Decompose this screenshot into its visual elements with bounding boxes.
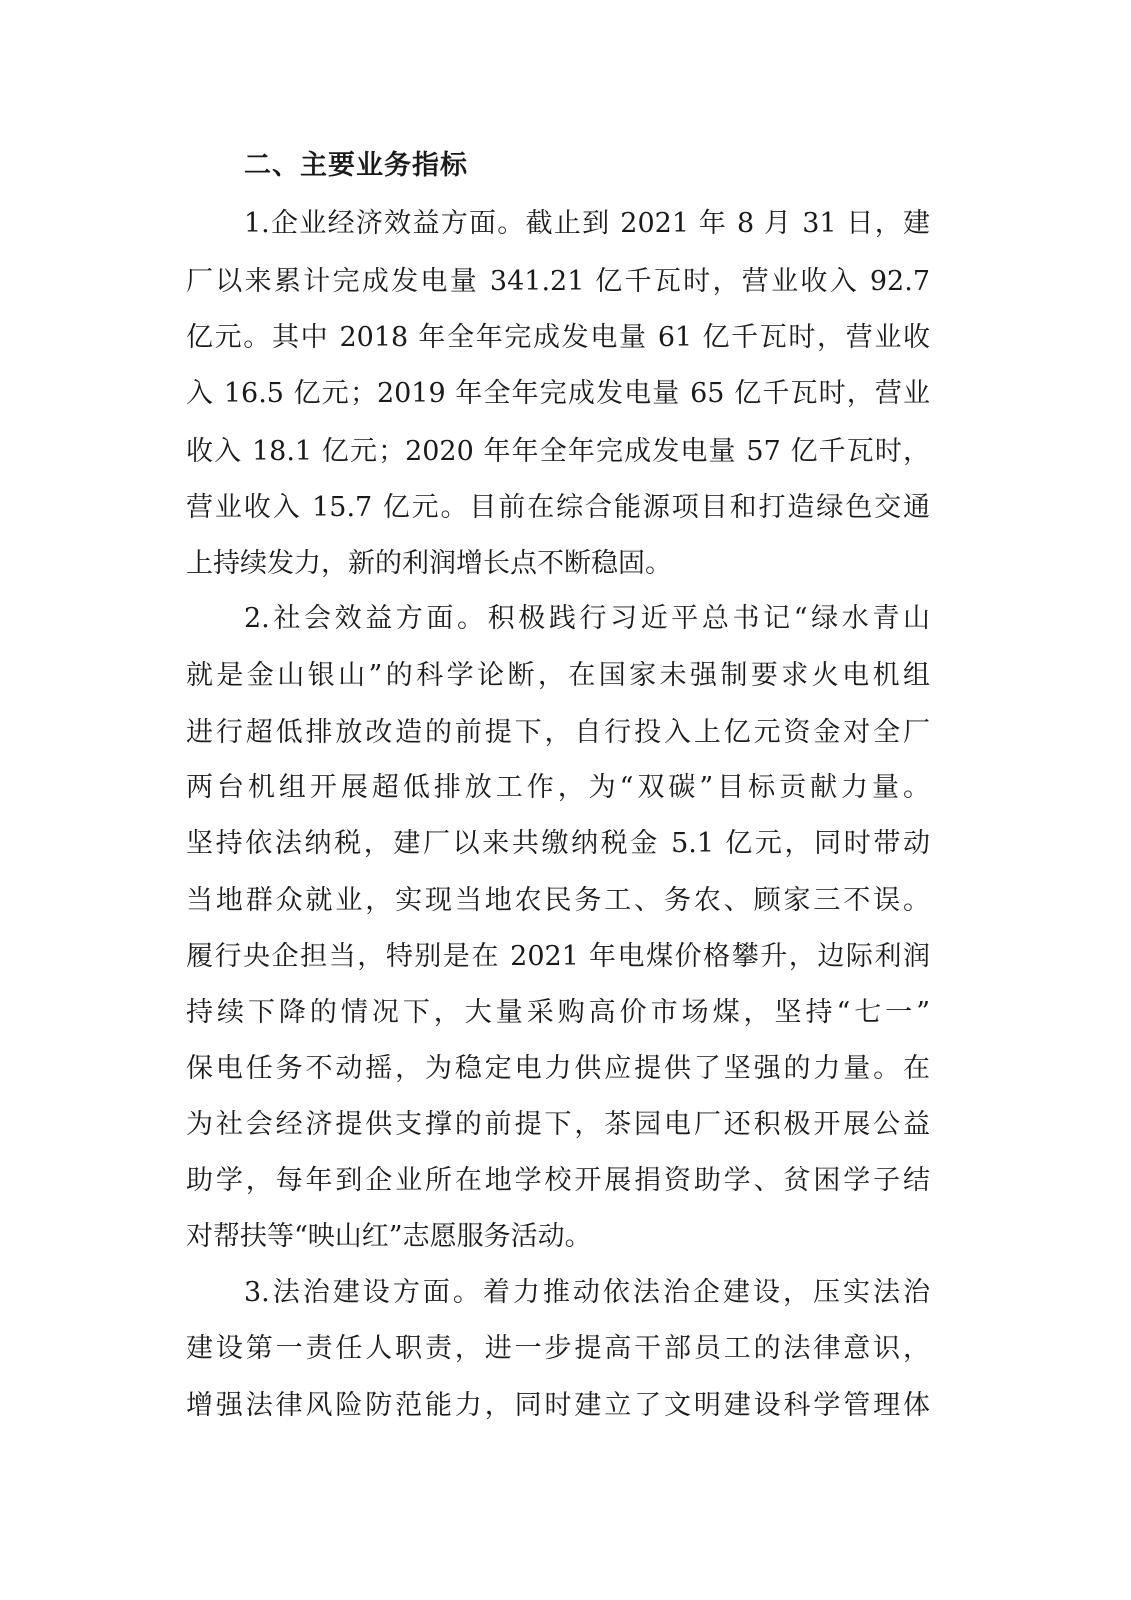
paragraph-line: 增强法律风险防范能力，同时建立了文明建设科学管理体 bbox=[186, 1390, 930, 1421]
paragraph-line: 对帮扶等“映山红”志愿服务活动。 bbox=[186, 1221, 592, 1252]
paragraph-line: 当地群众就业，实现当地农民务工、务农、顾家三不误。 bbox=[186, 885, 930, 916]
paragraph-line: 两台机组开展超低排放工作，为“双碳”目标贡献力量。 bbox=[186, 772, 930, 803]
paragraph-line: 收入 18.1 亿元；2020 年年全年完成发电量 57 亿千瓦时， bbox=[186, 436, 930, 467]
paragraph-line: 履行央企担当，特别是在 2021 年电煤价格攀升，边际利润 bbox=[186, 941, 930, 972]
paragraph-line: 进行超低排放改造的前提下，自行投入上亿元资金对全厂 bbox=[186, 717, 930, 748]
paragraph-line: 3.法治建设方面。着力推动依法治企建设，压实法治 bbox=[244, 1277, 930, 1308]
paragraph-line: 2.社会效益方面。积极践行习近平总书记“绿水青山 bbox=[244, 603, 930, 634]
paragraph-line: 厂以来累计完成发电量 341.21 亿千瓦时，营业收入 92.7 bbox=[186, 266, 930, 297]
paragraph-line: 亿元。其中 2018 年全年完成发电量 61 亿千瓦时，营业收 bbox=[186, 322, 930, 353]
paragraph-line: 建设第一责任人职责，进一步提高干部员工的法律意识， bbox=[186, 1333, 930, 1364]
paragraph-line: 营业收入 15.7 亿元。目前在综合能源项目和打造绿色交通 bbox=[186, 492, 930, 523]
paragraph-line: 助学，每年到企业所在地学校开展捐资助学、贫困学子结 bbox=[186, 1165, 930, 1196]
paragraph-line: 入 16.5 亿元；2019 年全年完成发电量 65 亿千瓦时，营业 bbox=[186, 378, 930, 409]
paragraph-line: 上持续发力，新的利润增长点不断稳固。 bbox=[186, 548, 672, 579]
paragraph-line: 为社会经济提供支撑的前提下，茶园电厂还积极开展公益 bbox=[186, 1109, 930, 1140]
paragraph-line: 就是金山银山”的科学论断，在国家未强制要求火电机组 bbox=[186, 660, 930, 691]
section-heading: 二、主要业务指标 bbox=[244, 150, 468, 181]
paragraph-line: 保电任务不动摇，为稳定电力供应提供了坚强的力量。在 bbox=[186, 1053, 930, 1084]
paragraph-line: 坚持依法纳税，建厂以来共缴纳税金 5.1 亿元，同时带动 bbox=[186, 828, 930, 859]
paragraph-line: 持续下降的情况下，大量采购高价市场煤，坚持“七一” bbox=[186, 997, 930, 1028]
paragraph-line: 1.企业经济效益方面。截止到 2021 年 8 月 31 日，建 bbox=[244, 208, 930, 239]
